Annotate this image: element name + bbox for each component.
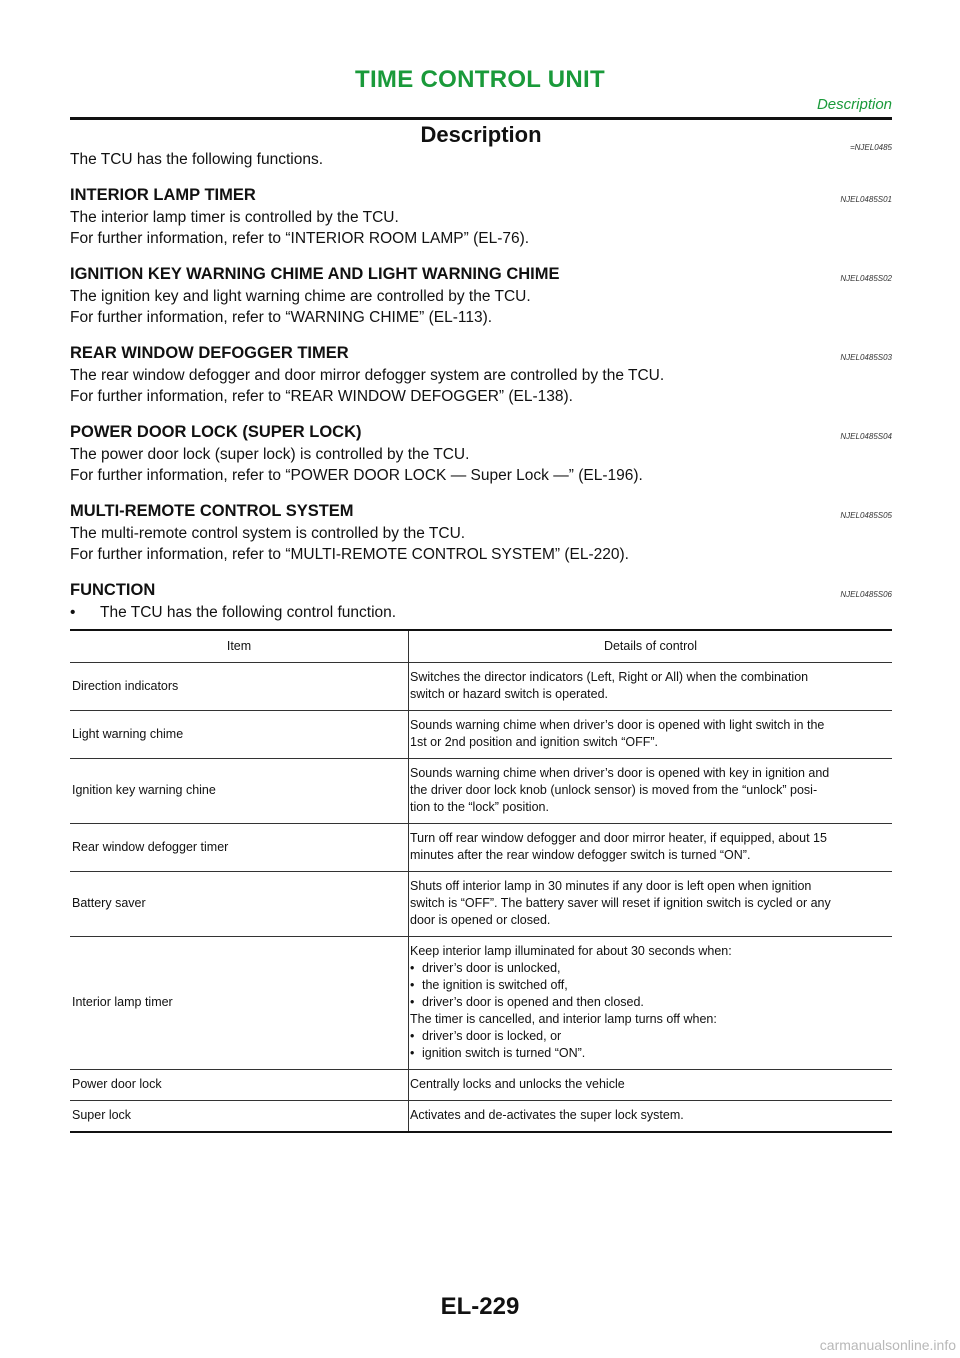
control-function-table — [70, 629, 892, 1133]
details-cell — [409, 1101, 893, 1133]
item-cell: Light warning chime — [70, 711, 409, 759]
table-row — [70, 824, 892, 872]
details-cell — [409, 711, 893, 759]
details-cell — [409, 937, 893, 1070]
table-header-row — [70, 630, 892, 663]
item-cell: Direction indicators — [70, 663, 409, 711]
section-ref-code: NJEL0485S01 — [840, 195, 892, 204]
column-header-item: Item — [70, 630, 409, 663]
page-number: EL-229 — [440, 1293, 520, 1320]
details-line: switch is “OFF”. The battery saver will reset if ignition switch is cycled or any — [410, 896, 831, 910]
section-line: The interior lamp timer is controlled by the TCU. — [70, 209, 399, 226]
page-heading: Description — [420, 122, 542, 147]
function-bullet — [70, 602, 892, 623]
item-cell: Battery saver — [70, 872, 409, 937]
bullet-text: ignition switch is turned “ON”. — [422, 1046, 586, 1060]
details-cell — [409, 663, 893, 711]
bullet-icon: • — [410, 1029, 415, 1043]
header-rule — [70, 117, 892, 120]
details-line: Centrally locks and unlocks the vehicle — [410, 1077, 625, 1091]
details-line: minutes after the rear window defogger switch is turned “ON”. — [410, 848, 751, 862]
table-row — [70, 663, 892, 711]
details-line: Activates and de-activates the super lock system. — [410, 1108, 684, 1122]
section-line: The multi-remote control system is controlled by the TCU. — [70, 525, 466, 542]
bullet-icon: • — [410, 961, 415, 975]
item-cell: Super lock — [70, 1101, 409, 1133]
section-line: For further information, refer to “POWER DOOR LOCK — Super Lock —” (EL-196). — [70, 467, 643, 484]
watermark-link[interactable]: carmanualsonline.info — [819, 1337, 956, 1353]
section-line: For further information, refer to “WARNING CHIME” (EL-113). — [70, 309, 493, 326]
bullet-icon: • — [70, 604, 76, 621]
bullet-text: driver’s door is unlocked, — [422, 961, 561, 975]
details-cell — [409, 759, 893, 824]
details-line: the driver door lock knob (unlock sensor) is moved from the “unlock” posi- — [410, 783, 818, 797]
section-ref-code: NJEL0485S02 — [840, 274, 892, 283]
details-bullet — [410, 1045, 892, 1062]
section-line: For further information, refer to “REAR WINDOW DEFOGGER” (EL-138). — [70, 388, 573, 405]
item-cell: Ignition key warning chine — [70, 759, 409, 824]
bullet-icon: • — [410, 995, 415, 1009]
page-heading-row — [70, 121, 892, 152]
section-line: For further information, refer to “INTERIOR ROOM LAMP” (EL-76). — [70, 230, 530, 247]
item-cell: Power door lock — [70, 1070, 409, 1101]
section-line: For further information, refer to “MULTI-REMOTE CONTROL SYSTEM” (EL-220). — [70, 546, 629, 563]
table-row — [70, 1101, 892, 1133]
main-content — [70, 121, 892, 1133]
details-bullet — [410, 960, 892, 977]
table-row — [70, 711, 892, 759]
details-cell — [409, 1070, 893, 1101]
section-title: MULTI-REMOTE CONTROL SYSTEM — [70, 502, 354, 520]
details-bullet — [410, 977, 892, 994]
heading-ref-code: =NJEL0485 — [849, 143, 892, 152]
section-title: IGNITION KEY WARNING CHIME AND LIGHT WARNING CHIME — [70, 265, 560, 283]
bullet-icon: • — [410, 978, 415, 992]
section-multi-remote — [70, 499, 892, 565]
item-cell: Interior lamp timer — [70, 937, 409, 1070]
intro-text: The TCU has the following functions. — [70, 151, 324, 168]
bullet-text: the ignition is switched off, — [422, 978, 568, 992]
section-warning-chime — [70, 262, 892, 328]
bullet-text: driver’s door is opened and then closed. — [422, 995, 644, 1009]
details-line: Keep interior lamp illuminated for about 30 seconds when: — [410, 944, 732, 958]
details-line: Sounds warning chime when driver’s door is opened with light switch in the — [410, 718, 825, 732]
details-line: switch or hazard switch is operated. — [410, 687, 609, 701]
details-line: door is opened or closed. — [410, 913, 551, 927]
section-ref-code: NJEL0485S05 — [840, 511, 892, 520]
bullet-icon: • — [410, 1046, 415, 1060]
section-ref-code: NJEL0485S03 — [840, 353, 892, 362]
header-subtitle: Description — [816, 96, 892, 113]
details-line: The timer is cancelled, and interior lamp turns off when: — [410, 1012, 717, 1026]
details-bullet — [410, 1028, 892, 1045]
bullet-text: driver’s door is locked, or — [422, 1029, 562, 1043]
function-bullet-text: The TCU has the following control function. — [100, 604, 397, 621]
details-bullet — [410, 994, 892, 1011]
item-cell: Rear window defogger timer — [70, 824, 409, 872]
details-line: 1st or 2nd position and ignition switch “OFF”. — [410, 735, 659, 749]
column-header-details: Details of control — [409, 630, 893, 663]
details-line: Shuts off interior lamp in 30 minutes if any door is left open when ignition — [410, 879, 812, 893]
details-line: tion to the “lock” position. — [410, 800, 549, 814]
details-line: Sounds warning chime when driver’s door is opened with key in ignition and — [410, 766, 830, 780]
details-line: Switches the director indicators (Left, Right or All) when the combination — [410, 670, 809, 684]
section-ref-code: NJEL0485S04 — [840, 432, 892, 441]
table-row — [70, 872, 892, 937]
section-title: INTERIOR LAMP TIMER — [70, 186, 256, 204]
section-ref-code: NJEL0485S06 — [840, 590, 892, 599]
section-title: REAR WINDOW DEFOGGER TIMER — [70, 344, 349, 362]
section-power-door-lock — [70, 420, 892, 486]
section-function — [70, 578, 892, 623]
section-title: POWER DOOR LOCK (SUPER LOCK) — [70, 423, 362, 441]
section-title: FUNCTION — [70, 581, 156, 599]
section-interior-lamp-timer — [70, 183, 892, 249]
table-row — [70, 1070, 892, 1101]
details-line: Turn off rear window defogger and door mirror heater, if equipped, about 15 — [410, 831, 827, 845]
section-rear-window-defogger — [70, 341, 892, 407]
table-row — [70, 759, 892, 824]
section-line: The power door lock (super lock) is controlled by the TCU. — [70, 446, 470, 463]
header-title: TIME CONTROL UNIT — [355, 66, 605, 93]
table-row — [70, 937, 892, 1070]
details-cell — [409, 872, 893, 937]
details-cell — [409, 824, 893, 872]
section-line: The ignition key and light warning chime are controlled by the TCU. — [70, 288, 531, 305]
section-line: The rear window defogger and door mirror defogger system are controlled by the TCU. — [70, 367, 665, 384]
